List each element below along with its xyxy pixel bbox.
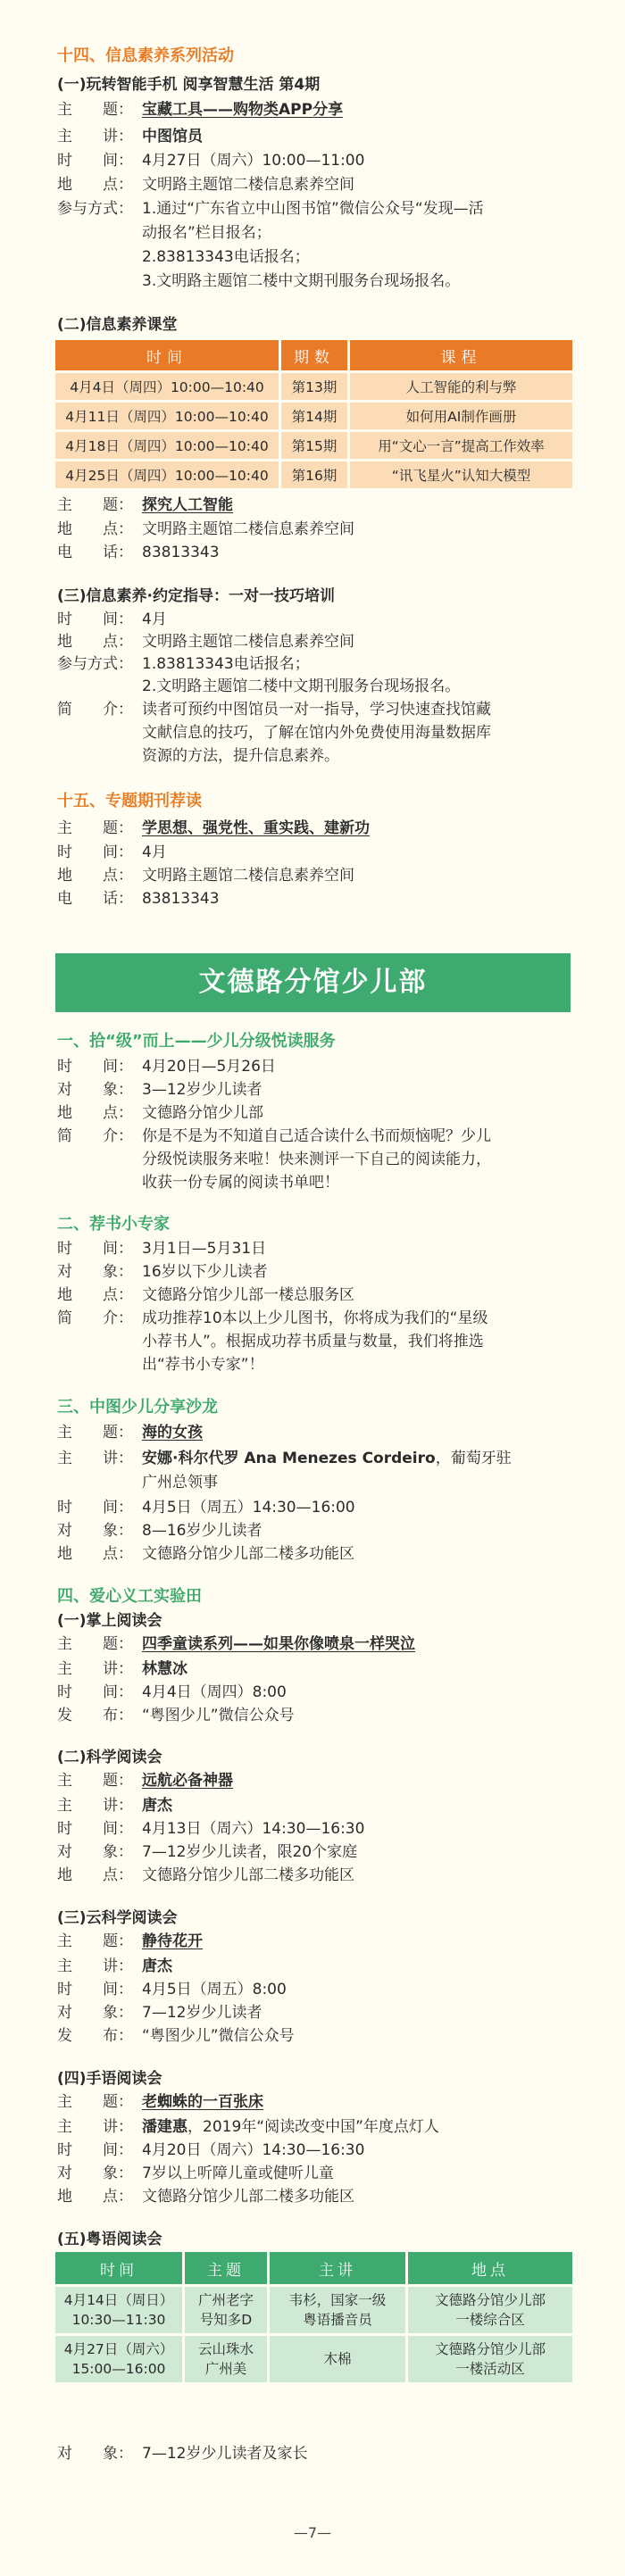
phone-row: 电 话： 83813343 xyxy=(57,544,220,561)
subsection-cantonese-title: (五)粤语阅读会 xyxy=(57,2231,162,2248)
intro-line: 文献信息的技巧，了解在馆内外免费使用海量数据库 xyxy=(142,724,491,742)
theme-row: 主 题： 静待花开 xyxy=(57,1932,203,1950)
section-14-title: 十四、信息素养系列活动 xyxy=(57,46,234,65)
join-line: 2.文明路主题馆二楼中文期刊服务台现场报名。 xyxy=(142,677,461,695)
time-row: 时 间： 4月4日（周四）8:00 xyxy=(57,1683,287,1701)
table-header: 时间 xyxy=(55,340,279,370)
place-row: 地 点： 文明路主题馆二楼信息素养空间 xyxy=(57,176,354,194)
subsection-smartphone-title: (一)玩转智能手机 阅享智慧生活 第4期 xyxy=(57,76,321,94)
table-header: 地点 xyxy=(408,2252,572,2284)
target-row: 对 象： 7—12岁少儿读者 xyxy=(57,2004,262,2022)
table-header: 时间 xyxy=(55,2252,182,2284)
place-row: 地 点： 文德路分馆少儿部二楼多功能区 xyxy=(57,2188,354,2206)
theme-row: 主 题： 探究人工智能 xyxy=(57,496,233,514)
table-header: 主题 xyxy=(185,2252,267,2284)
theme-row: 主 题： 四季童读系列——如果你像喷泉一样哭泣 xyxy=(57,1635,415,1653)
table-row: 4月18日（周四）10:00—10:40 第15期 用“文心一言”提高工作效率 xyxy=(55,432,572,459)
place-row: 地 点： 文德路分馆少儿部一楼总服务区 xyxy=(57,1286,354,1304)
publish-row: 发 布： “粤图少儿”微信公众号 xyxy=(57,1707,295,1724)
cantonese-schedule-table xyxy=(53,2249,575,2385)
table-header: 期数 xyxy=(279,340,347,370)
intro-line: 出“荐书小专家”！ xyxy=(142,1356,264,1374)
time-row: 时 间： 4月20日—5月26日 xyxy=(57,1058,276,1076)
kids-section-3-title: 三、中图少儿分享沙龙 xyxy=(57,1398,218,1417)
speaker-row: 主 讲： 安娜·科尔代罗 Ana Menezes Cordeiro，葡萄牙驻 xyxy=(57,1450,512,1467)
publish-row: 发 布： “粤图少儿”微信公众号 xyxy=(57,2027,295,2045)
theme-row: 主 题： 海的女孩 xyxy=(57,1424,203,1442)
join-row: 参与方式： 1.83813343电话报名； xyxy=(57,655,310,673)
intro-line: 分级悦读服务来啦！快来测评一下自己的阅读能力， xyxy=(142,1151,491,1168)
time-row: 时 间： 4月27日（周六）10:00—11:00 xyxy=(57,152,365,170)
time-row: 时 间： 4月20日（周六）14:30—16:30 xyxy=(57,2141,365,2159)
time-row: 时 间： 4月5日（周五）8:00 xyxy=(57,1981,287,1998)
table-row: 4月11日（周四）10:00—10:40 第14期 如何用AI制作画册 xyxy=(55,403,572,429)
intro-line: 小荐书人”。根据成功荐书质量与数量，我们将推选 xyxy=(142,1333,484,1350)
theme-row: 主 题： 学思想、强党性、重实践、建新功 xyxy=(57,819,370,837)
place-row: 地 点： 文德路分馆少儿部二楼多功能区 xyxy=(57,1545,354,1563)
subsection-sign-language-title: (四)手语阅读会 xyxy=(57,2070,162,2088)
page-number: —7— xyxy=(293,2524,332,2541)
subsection-cloud-science-title: (三)云科学阅读会 xyxy=(57,1909,178,1927)
intro-row: 简 介： 读者可预约中图馆员一对一指导，学习快速查找馆藏 xyxy=(57,701,491,719)
kids-section-2-title: 二、荐书小专家 xyxy=(57,1215,170,1234)
speaker-row: 主 讲： 唐杰 xyxy=(57,1797,172,1815)
intro-line: 资源的方法，提升信息素养。 xyxy=(142,747,339,765)
target-row: 对 象： 7—12岁少儿读者及家长 xyxy=(57,2445,308,2463)
intro-line: 收获一份专属的阅读书单吧！ xyxy=(142,1174,339,1192)
place-row: 地 点： 文明路主题馆二楼信息素养空间 xyxy=(57,633,354,651)
place-row: 地 点： 文德路分馆少儿部二楼多功能区 xyxy=(57,1866,354,1884)
time-row: 时 间： 4月5日（周五）14:30—16:00 xyxy=(57,1499,355,1517)
target-row: 对 象： 16岁以下少儿读者 xyxy=(57,1263,268,1281)
time-row: 时 间： 4月13日（周六）14:30—16:30 xyxy=(57,1820,365,1838)
intro-row: 简 介： 成功推荐10本以上少儿图书，你将成为我们的“星级 xyxy=(57,1309,488,1327)
time-row: 时 间： 4月 xyxy=(57,843,167,861)
join-line: 动报名”栏目报名； xyxy=(142,224,271,242)
target-row: 对 象： 7岁以上听障儿童或健听儿童 xyxy=(57,2165,334,2182)
join-line: 2.83813343电话报名； xyxy=(142,248,310,266)
time-row: 时 间： 4月 xyxy=(57,611,167,628)
place-row: 地 点： 文明路主题馆二楼信息素养空间 xyxy=(57,867,354,885)
join-line: 3.文明路主题馆二楼中文期刊服务台现场报名。 xyxy=(142,272,461,290)
table-row: 4月4日（周四）10:00—10:40 第13期 人工智能的利与弊 xyxy=(55,373,572,400)
target-row: 对 象： 7—12岁少儿读者，限20个家庭 xyxy=(57,1843,358,1861)
theme-row: 主 题： 宝藏工具——购物类APP分享 xyxy=(57,101,344,119)
phone-row: 电 话： 83813343 xyxy=(57,890,220,908)
target-row: 对 象： 8—16岁少儿读者 xyxy=(57,1522,262,1540)
table-row: 4月25日（周四）10:00—10:40 第16期 “讯飞星火”认知大模型 xyxy=(55,461,572,488)
place-row: 地 点： 文明路主题馆二楼信息素养空间 xyxy=(57,520,354,538)
kids-section-4-title: 四、爱心义工实验田 xyxy=(57,1587,202,1606)
speaker-line: 广州总领事 xyxy=(142,1474,218,1492)
kids-section-1-title: 一、拾“级”而上——少儿分级悦读服务 xyxy=(57,1032,336,1051)
section-15-title: 十五、专题期刊荐读 xyxy=(57,792,202,810)
speaker-row: 主 讲： 潘建惠，2019年“阅读改变中国”年度点灯人 xyxy=(57,2118,439,2136)
join-row: 参与方式： 1.通过“广东省立中山图书馆”微信公众号“发现—活 xyxy=(57,200,484,218)
table-row: 4月27日（周六） 15:00—16:00 云山珠水 广州美 木棉 文德路分馆少儿部 一楼活动区 xyxy=(55,2336,572,2382)
classroom-schedule-table xyxy=(55,337,572,491)
target-row: 对 象： 3—12岁少儿读者 xyxy=(57,1081,262,1099)
branch-banner: 文德路分馆少儿部 xyxy=(55,953,571,1012)
subsection-classroom-title: (二)信息素养课堂 xyxy=(57,316,178,334)
subsection-palm-reading-title: (一)掌上阅读会 xyxy=(57,1612,162,1630)
table-header: 课程 xyxy=(347,340,572,370)
subsection-guidance-title: (三)信息素养·约定指导：一对一技巧培训 xyxy=(57,587,335,605)
speaker-row: 主 讲： 唐杰 xyxy=(57,1957,172,1975)
subsection-science-title: (二)科学阅读会 xyxy=(57,1749,162,1766)
table-header: 主讲 xyxy=(270,2252,405,2284)
speaker-row: 主 讲： 林慧冰 xyxy=(57,1660,188,1678)
table-row: 4月14日（周日） 10:30—11:30 广州老字 号知多D 韦杉，国家一级 粤语播音员 文德路分馆少儿部 一楼综合区 xyxy=(55,2287,572,2333)
speaker-row: 主 讲： 中图馆员 xyxy=(57,128,203,145)
theme-row: 主 题： 老蜘蛛的一百张床 xyxy=(57,2093,263,2111)
time-row: 时 间： 3月1日—5月31日 xyxy=(57,1240,267,1258)
intro-row: 简 介： 你是不是为不知道自己适合读什么书而烦恼呢？少儿 xyxy=(57,1127,491,1145)
place-row: 地 点： 文德路分馆少儿部 xyxy=(57,1104,263,1122)
theme-row: 主 题： 远航必备神器 xyxy=(57,1772,233,1790)
